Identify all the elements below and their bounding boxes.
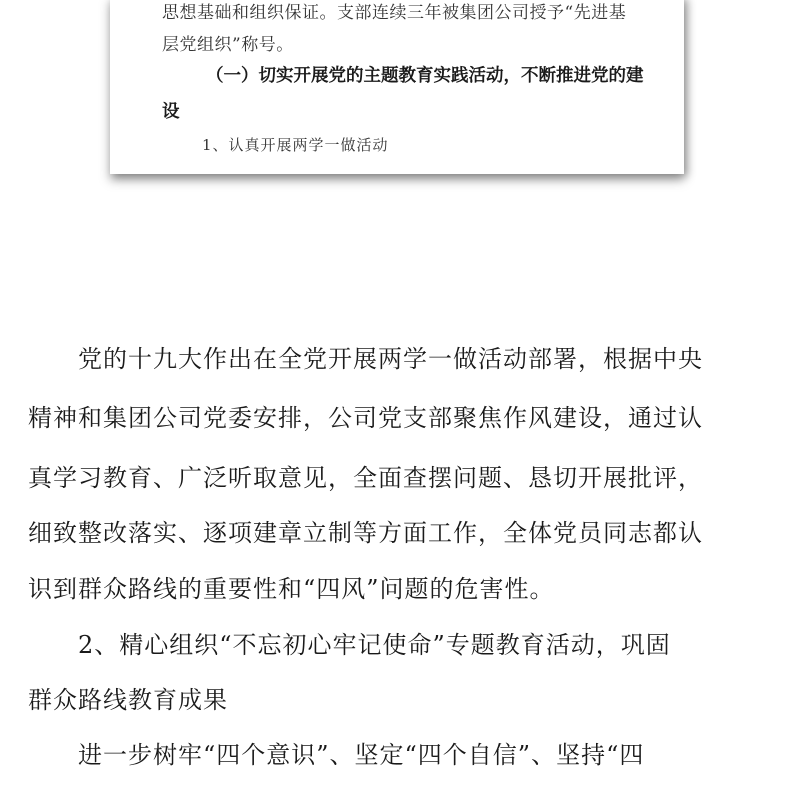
para1-line-3: 真学习教育、广泛听取意见，全面查摆问题、恳切开展批评， <box>28 464 703 492</box>
paper-page <box>110 0 684 174</box>
card-section-heading: （一）切实开展党的主题教育实践活动，不断推进党的建 <box>206 66 644 86</box>
para3-line-1: 进一步树牢“四个意识”、坚定“四个自信”、坚持“四 <box>28 741 645 769</box>
card-sub-item: 1、认真开展两学一做活动 <box>202 136 389 154</box>
document-preview-card <box>110 0 684 174</box>
card-text-line-2: 层党组织”称号。 <box>162 35 294 55</box>
card-text-line-1: 思想基础和组织保证。支部连续三年被集团公司授予“先进基 <box>162 3 627 23</box>
para1-line-1: 党的十九大作出在全党开展两学一做活动部署，根据中央 <box>28 345 703 373</box>
para2-line-2: 群众路线教育成果 <box>28 686 228 714</box>
card-section-heading-cont: 设 <box>162 102 180 122</box>
para1-line-5: 识到群众路线的重要性和“四风”问题的危害性。 <box>28 575 555 603</box>
para1-line-2: 精神和集团公司党委安排，公司党支部聚焦作风建设，通过认 <box>28 404 703 432</box>
para1-line-4: 细致整改落实、逐项建章立制等方面工作，全体党员同志都认 <box>28 519 703 547</box>
para2-line-1: 2、精心组织“不忘初心牢记使命”专题教育活动，巩固 <box>28 631 671 659</box>
